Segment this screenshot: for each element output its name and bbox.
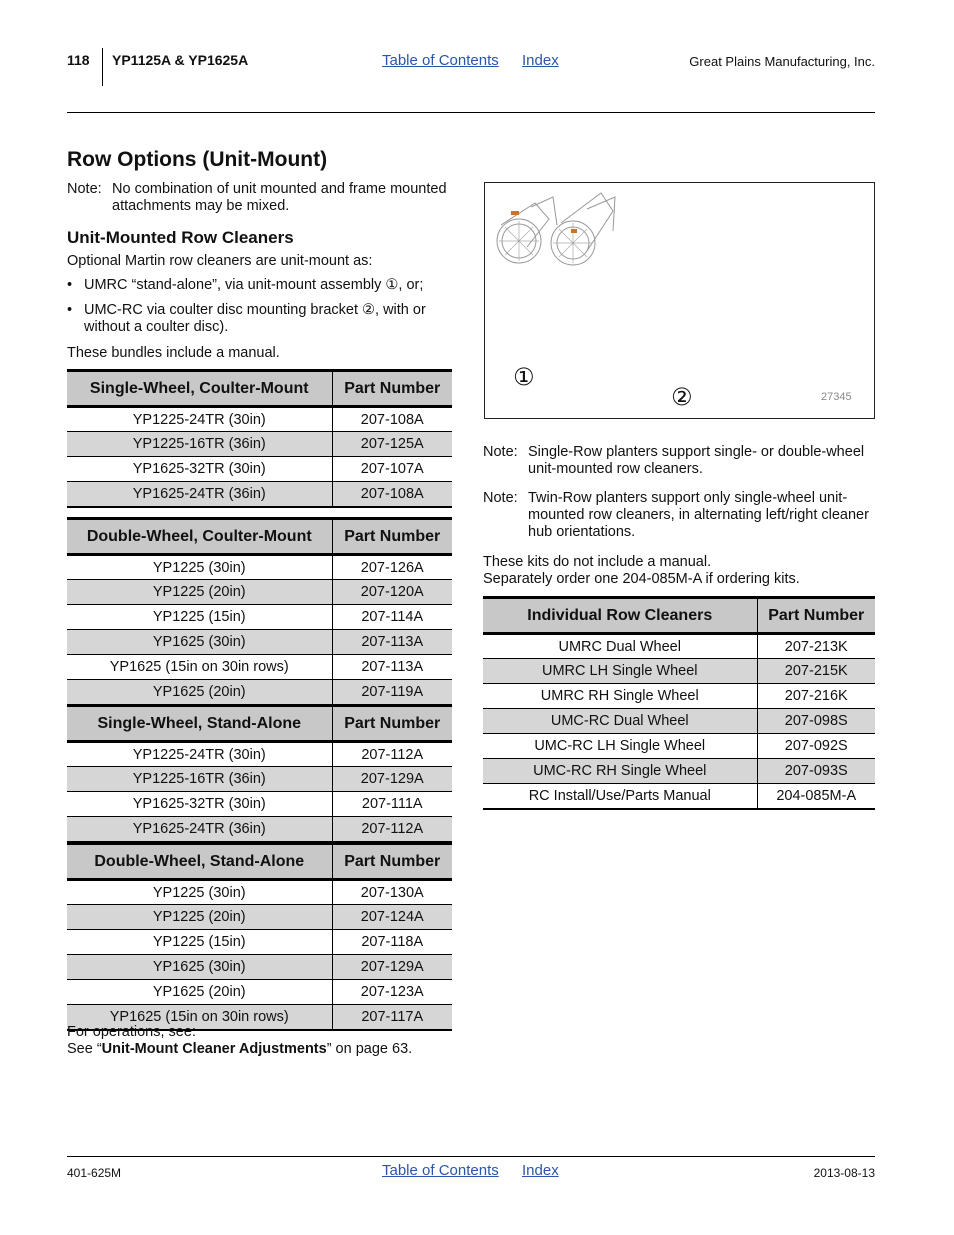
model-cell: YP1225 (15in) [67, 605, 332, 630]
model-cell: YP1625 (20in) [67, 680, 332, 705]
model-cell: UMRC RH Single Wheel [483, 684, 757, 709]
table-header: Double-Wheel, Coulter-Mount [67, 519, 332, 555]
part-cell: 207-108A [332, 407, 452, 432]
table-row [67, 792, 452, 817]
part-cell: 207-098S [757, 709, 875, 734]
part-cell: 207-117A [332, 1005, 452, 1030]
model-cell: UMRC Dual Wheel [483, 634, 757, 659]
table-row [67, 930, 452, 955]
note-single-row [483, 444, 875, 478]
note-label: Note: [483, 490, 518, 506]
table-row [67, 767, 452, 792]
part-cell: 207-129A [332, 767, 452, 792]
row-cleaner-illustration [491, 185, 621, 273]
figure-row-cleaners [484, 182, 875, 419]
section-title: Unit-Mounted Row Cleaners [67, 228, 294, 247]
table-individual-cleaners [483, 596, 875, 810]
table-header: Single-Wheel, Stand-Alone [67, 706, 332, 742]
table-row [67, 905, 452, 930]
part-cell: 207-092S [757, 734, 875, 759]
bullet-umrc: • UMRC “stand-alone”, via unit-mount assembly ①, or; [67, 277, 457, 294]
note-mixing [67, 181, 457, 215]
table-row [483, 634, 875, 659]
part-cell: 204-085M-A [757, 784, 875, 809]
table-row [483, 709, 875, 734]
model-cell: UMC-RC RH Single Wheel [483, 759, 757, 784]
header-divider [102, 48, 103, 86]
model-cell: YP1225 (30in) [67, 555, 332, 580]
index-link[interactable]: Index [522, 52, 559, 69]
intro-text: Optional Martin row cleaners are unit-mount as: [67, 253, 373, 269]
see-prefix: See “ [67, 1041, 102, 1057]
table-row [67, 680, 452, 705]
table-row [67, 482, 452, 507]
callout-2: ② [671, 383, 693, 411]
model-cell: YP1225 (20in) [67, 580, 332, 605]
table-row [483, 734, 875, 759]
operations-line: For operations, see: [67, 1024, 196, 1040]
model-cell: YP1225 (15in) [67, 930, 332, 955]
part-cell: 207-120A [332, 580, 452, 605]
note-text: Twin-Row planters support only single-wheel unit-mounted row cleaners, in alternating left/right cleaner hub orientations. [528, 490, 869, 540]
model-cell: YP1225 (20in) [67, 905, 332, 930]
model-cell: UMRC LH Single Wheel [483, 659, 757, 684]
table-double-coulter [67, 517, 452, 706]
table-single-coulter [67, 369, 452, 508]
part-cell: 207-130A [332, 880, 452, 905]
model-cell: YP1625-32TR (30in) [67, 792, 332, 817]
note-label: Note: [67, 181, 102, 197]
part-cell: 207-113A [332, 630, 452, 655]
figure-number: 27345 [821, 391, 852, 403]
kits-note-line2: Separately order one 204-085M-A if ordering kits. [483, 571, 800, 587]
model-cell: YP1625 (20in) [67, 980, 332, 1005]
footer-index-link[interactable]: Index [522, 1162, 559, 1179]
table-row [67, 555, 452, 580]
part-cell: 207-113A [332, 655, 452, 680]
table-row [483, 659, 875, 684]
table-single-standalone [67, 704, 452, 843]
model-cell: YP1625-24TR (36in) [67, 482, 332, 507]
model-cell: YP1625 (15in on 30in rows) [67, 1005, 332, 1030]
part-cell: 207-124A [332, 905, 452, 930]
cross-reference-link[interactable]: Unit-Mount Cleaner Adjustments [101, 1041, 327, 1057]
callout-1: ① [513, 363, 535, 391]
table-row [67, 432, 452, 457]
table-header: Part Number [332, 844, 452, 880]
part-cell: 207-112A [332, 742, 452, 767]
table-header: Single-Wheel, Coulter-Mount [67, 371, 332, 407]
table-row [483, 684, 875, 709]
model-cell: YP1625-32TR (30in) [67, 457, 332, 482]
part-cell: 207-213K [757, 634, 875, 659]
table-row [67, 742, 452, 767]
kits-note [483, 554, 800, 588]
note-text: Single-Row planters support single- or double-wheel unit-mounted row cleaners. [528, 444, 865, 477]
note-text: No combination of unit mounted and frame mounted attachments may be mixed. [112, 181, 447, 214]
table-row [67, 457, 452, 482]
part-cell: 207-216K [757, 684, 875, 709]
part-cell: 207-108A [332, 482, 452, 507]
table-header: Part Number [332, 519, 452, 555]
part-cell: 207-114A [332, 605, 452, 630]
operations-see [67, 1041, 412, 1058]
table-header: Part Number [332, 706, 452, 742]
part-cell: 207-129A [332, 955, 452, 980]
part-cell: 207-123A [332, 980, 452, 1005]
note-label: Note: [483, 444, 518, 460]
part-cell: 207-215K [757, 659, 875, 684]
table-row [67, 605, 452, 630]
page-number: 118 [67, 52, 90, 68]
table-header: Part Number [332, 371, 452, 407]
footer-rule [67, 1156, 875, 1157]
model-cell: RC Install/Use/Parts Manual [483, 784, 757, 809]
bundles-note: These bundles include a manual. [67, 345, 280, 361]
header-rule [67, 112, 875, 113]
see-suffix: ” on page 63. [326, 1041, 413, 1057]
part-cell: 207-112A [332, 817, 452, 842]
operations-reference [67, 1024, 412, 1058]
footer-toc-link[interactable]: Table of Contents [382, 1162, 499, 1179]
table-header: Double-Wheel, Stand-Alone [67, 844, 332, 880]
model-cell: YP1225-24TR (30in) [67, 742, 332, 767]
table-row [67, 817, 452, 842]
table-header: Individual Row Cleaners [483, 598, 757, 634]
model-cell: YP1625-24TR (36in) [67, 817, 332, 842]
table-header: Part Number [757, 598, 875, 634]
table-row [67, 580, 452, 605]
model-cell: YP1625 (15in on 30in rows) [67, 655, 332, 680]
model-cell: YP1225-24TR (30in) [67, 407, 332, 432]
table-row [67, 955, 452, 980]
document-date: 2013-08-13 [813, 1166, 875, 1180]
model-cell: UMC-RC LH Single Wheel [483, 734, 757, 759]
table-row [67, 655, 452, 680]
document-code: 401-625M [67, 1166, 122, 1180]
model-cell: YP1625 (30in) [67, 630, 332, 655]
part-cell: 207-111A [332, 792, 452, 817]
table-row [483, 784, 875, 809]
part-cell: 207-093S [757, 759, 875, 784]
table-row [483, 759, 875, 784]
table-row [67, 407, 452, 432]
page-title: Row Options (Unit-Mount) [67, 148, 328, 171]
part-cell: 207-125A [332, 432, 452, 457]
note-twin-row [483, 490, 875, 541]
bullet-umcrc: • UMC-RC via coulter disc mounting bracket ②, with or without a coulter disc). [67, 302, 457, 336]
toc-link[interactable]: Table of Contents [382, 52, 499, 69]
model-title: YP1125A & YP1625A [112, 52, 249, 68]
part-cell: 207-118A [332, 930, 452, 955]
model-cell: UMC-RC Dual Wheel [483, 709, 757, 734]
table-row [67, 980, 452, 1005]
part-cell: 207-107A [332, 457, 452, 482]
table-row [67, 880, 452, 905]
table-double-standalone [67, 842, 452, 1031]
model-cell: YP1225-16TR (36in) [67, 767, 332, 792]
model-cell: YP1225 (30in) [67, 880, 332, 905]
part-cell: 207-119A [332, 680, 452, 705]
model-cell: YP1625 (30in) [67, 955, 332, 980]
company-name: Great Plains Manufacturing, Inc. [689, 54, 875, 69]
table-row [67, 630, 452, 655]
part-cell: 207-126A [332, 555, 452, 580]
model-cell: YP1225-16TR (36in) [67, 432, 332, 457]
kits-note-line1: These kits do not include a manual. [483, 554, 712, 570]
